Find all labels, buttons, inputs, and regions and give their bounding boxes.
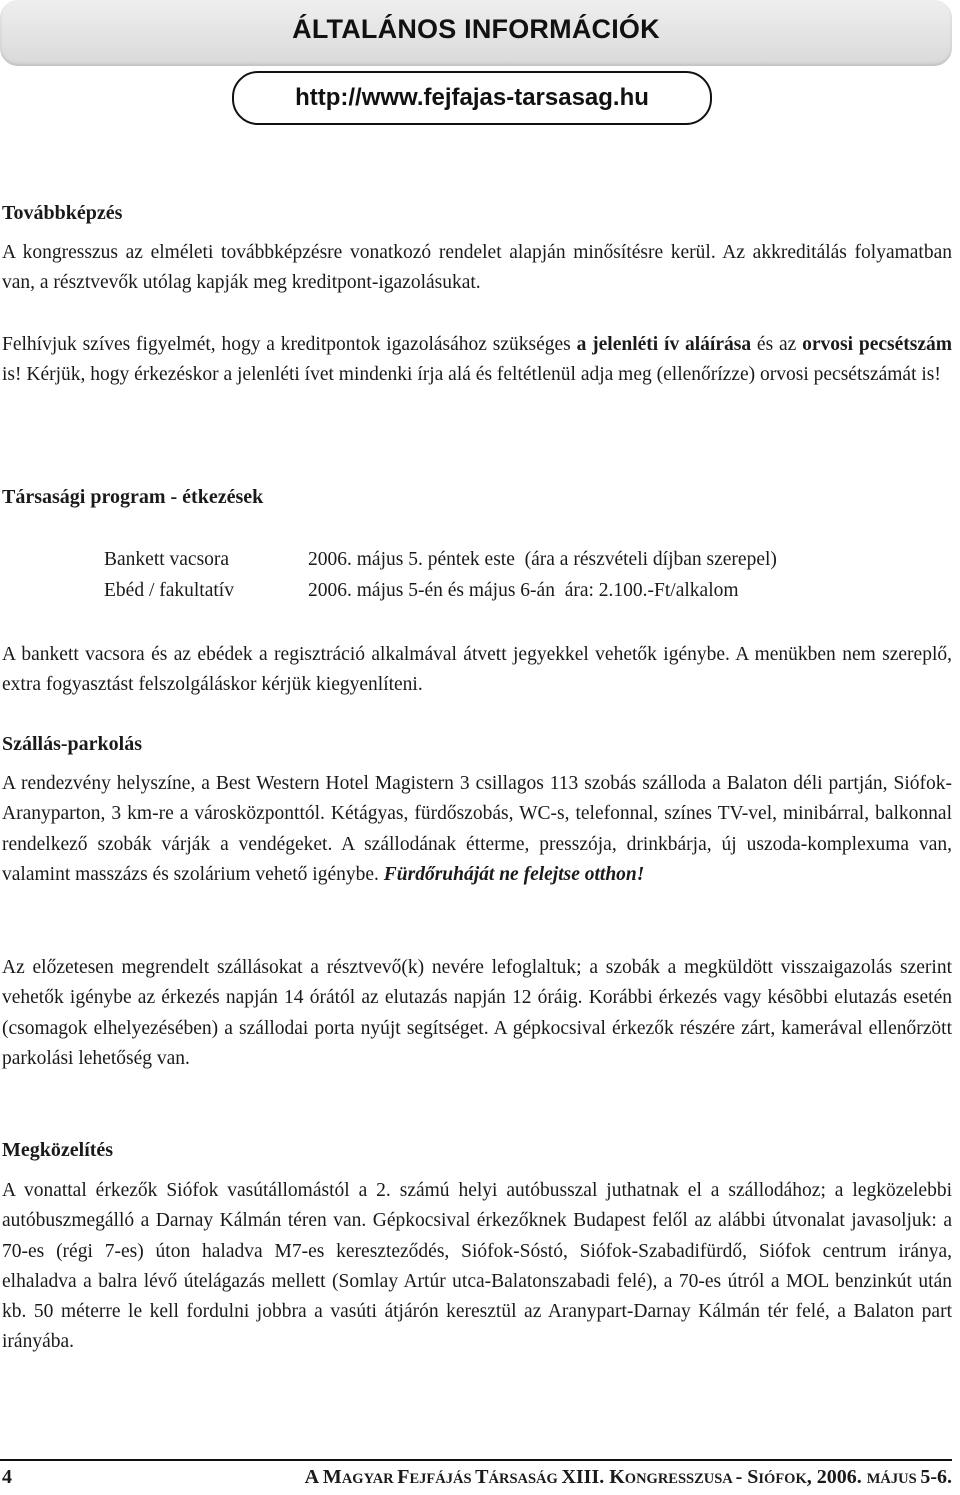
meal-name: Ebéd / fakultatív [104,579,234,601]
meal-detail: 2006. május 5. péntek este (ára a részvételi díjban szerepel) [308,549,777,570]
website-url-link[interactable]: http://www.fejfajas-tarsasag.hu [232,71,712,125]
paragraph-reservations: Az előzetesen megrendelt szállásokat a résztvevő(k) nevére lefoglaltuk; a szobák a megküldött visszaigazolás szerint vehetők igénybe az érkezés napján 14 órától az elutazás napján 12 óráig. Korábbi érkezés vagy késõbbi elutazás esetén (csomagok elhelyezésében) a szállodai porta nyújt segítséget. A gépkocsival érkezők részére zárt, kamerával ellenőrzött parkolási lehetőség van. [2,957,952,1069]
banner-title: ÁLTALÁNOS INFORMÁCIÓK [292,14,660,44]
paragraph-credit-points: Felhívjuk szíves figyelmét, hogy a kreditpontok igazolásához szükséges a jelenléti ív aláírása és az orvosi pecsétszám is! Kérjük, hogy érkezéskor a jelenléti ívet mindenki írja alá és feltétlenül adja meg (ellenőrízze) orvosi pecsétszámát is! [2,334,952,386]
heading-social-program: Társasági program - étkezések [2,486,264,508]
heading-accommodation: Szállás-parkolás [2,733,143,755]
footer-divider [0,1459,952,1461]
section-banner [0,0,952,66]
meal-row [104,576,777,607]
heading-continuing-education: Továbbképzés [2,202,123,224]
paragraph-hotel: A rendezvény helyszíne, a Best Western Hotel Magistern 3 csillagos 113 szobás szálloda a Balaton déli partján, Siófok-Aranyparton, 3 km-re a városközponttól. Kétágyas, fürdőszobás, WC-s, telefonnal, színes TV-vel, minibárral, balkonnal rendelkező szobák várják a vendégeket. A szállodának étterme, presszója, drinkbárja, új uszoda-komplexuma van, valamint masszázs és szolárium vehető igénybe. Fürdőruháját ne felejtse otthon! [2,773,952,885]
paragraph-meal-tickets: A bankett vacsora és az ebédek a regisztráció alkalmával átvett jegyekkel vehetők igénybe. A menükben nem szereplő, extra fogyasztást felszolgáláskor kérjük kiegyenlíteni. [2,644,952,696]
meal-detail: 2006. május 5-én és május 6-án ára: 2.100.-Ft/alkalom [308,579,739,601]
meal-table [104,545,777,606]
page-number: 4 [2,1466,12,1488]
paragraph-directions: A vonattal érkezők Siófok vasútállomástól a 2. számú helyi autóbusszal juthatnak el a szállodához; a legközelebbi autóbuszmegálló a Darnay Kálmán téren van. Gépkocsival érkezőknek Budapest felől az alábbi útvonalat javasoljuk: a 70-es (régi 7-es) úton haladva M7-es kereszteződés, Siófok-Sóstó, Siófok-Szabadifürdő, Siófok centrum iránya, elhaladva a balra lévő útelágazás mellett (Somlay Artúr utca-Balatonszabadi felé), a 70-es útról a MOL benzinkút után kb. 50 méterre le kell fordulni jobbra a vasúti átjárón keresztül az Aranypart-Darnay Kálmán tér felé, a Balaton part irányába. [2,1180,952,1353]
footer-title: A MAGYAR FEJFÁJÁS TÁRSASÁG XIII. KONGRESSZUSA - SIÓFOK, 2006. MÁJUS 5-6. [304,1466,952,1488]
paragraph-accreditation: A kongresszus az elméleti továbbképzésre vonatkozó rendelet alapján minősítésre kerül. Az akkreditálás folyamatban van, a résztvevők utólag kapják meg kreditpont-igazolásukat. [2,242,952,294]
meal-name: Bankett vacsora [104,549,230,570]
heading-directions: Megközelítés [2,1139,114,1161]
meal-row [104,545,777,576]
